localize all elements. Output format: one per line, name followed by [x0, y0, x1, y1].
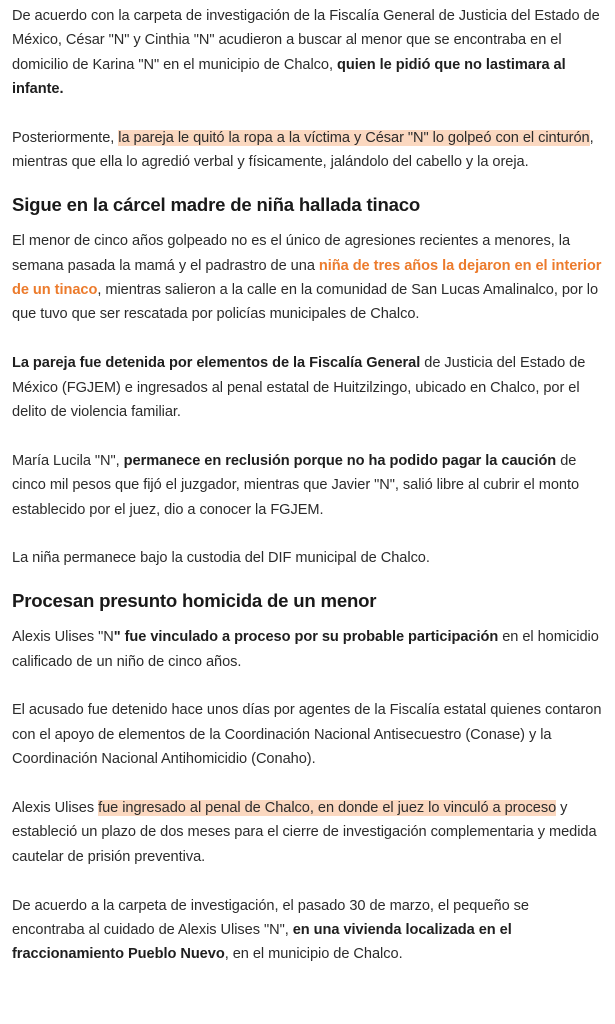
- paragraph-text: De acuerdo con la carpeta de investigación de la Fiscalía General de Justicia del Estado de México, César "N" y Cinthia "N" acudieron a buscar al menor que se encontraba en el domicilio de Karina "N" en el municipio de Chalco,: [12, 8, 600, 73]
- paragraph-text: El menor de cinco años golpeado no es el único de agresiones recientes a menores, la semana pasada la mamá y el padrastro de una: [12, 233, 571, 274]
- paragraph-location: [12, 894, 603, 967]
- bold-text: La pareja fue detenida por elementos de la Fiscalía General: [12, 355, 421, 372]
- paragraph-arrest: [12, 351, 603, 424]
- bold-text: " fue vinculado a proceso por su probable participación: [113, 629, 499, 646]
- paragraph-text: El acusado fue detenido hace unos días por agentes de la Fiscalía estatal quienes contaron con el apoyo de elementos de la Coordinación Nacional Antisecuestro (Conase) y la Coordinación Nacional Antihomicidio (Conaho).: [12, 702, 602, 768]
- paragraph-text: Alexis Ulises "N: [12, 629, 114, 646]
- paragraph-investigation: [12, 4, 603, 102]
- paragraph-custody: [12, 546, 603, 570]
- paragraph-text: La niña permanece bajo la custodia del DIF municipal de Chalco.: [12, 550, 430, 567]
- paragraph-text: Alexis Ulises: [12, 800, 99, 817]
- paragraph-text: María Lucila "N",: [12, 452, 124, 469]
- paragraph-text: Posteriormente,: [12, 130, 119, 147]
- paragraph-text: de Justicia del Estado de México (FGJEM) e ingresados al penal estatal de Huitzilzingo, ubicado en Chalco, por el delito de violencia familiar.: [12, 355, 586, 421]
- paragraph-text: y estableció un plazo de dos meses para el cierre de investigación complementaria y medida cautelar de prisión preventiva.: [12, 800, 597, 865]
- paragraph-text: en el homicidio calificado de un niño de cinco años.: [12, 629, 599, 670]
- paragraph-text: de cinco mil pesos que fijó el juzgador, mientras que Javier "N", salió libre al cubrir el monto establecido por el juez, dio a conocer la FGJEM.: [12, 452, 580, 518]
- paragraph-reclusion: [12, 449, 603, 522]
- paragraph-text: , mientras que ella lo agredió verbal y físicamente, jalándolo del cabello y la oreja.: [12, 130, 594, 171]
- paragraph-prison: [12, 796, 603, 869]
- paragraph-text: De acuerdo a la carpeta de investigación, el pasado 30 de marzo, el pequeño se encontraba al cuidado de Alexis Ulises "N",: [12, 897, 529, 939]
- bold-text: quien le pidió que no lastimara al infante.: [12, 56, 566, 98]
- paragraph-text: , en el municipio de Chalco.: [224, 946, 403, 963]
- paragraph-aggression: [12, 126, 603, 175]
- highlighted-text: la pareja le quitó la ropa a la víctima y César "N" lo golpeó con el cinturón: [118, 130, 590, 147]
- highlighted-text: fue ingresado al penal de Chalco, en donde el juez lo vinculó a proceso: [98, 800, 557, 817]
- paragraph-text: , mientras salieron a la calle en la comunidad de San Lucas Amalinalco, por lo que tuvo que ser rescatada por policías municipales de Chalco.: [12, 282, 599, 323]
- section-heading-tinaco: Sigue en la cárcel madre de niña hallada tinaco: [12, 194, 421, 216]
- paragraph-process: [12, 625, 603, 674]
- article-link-tinaco[interactable]: niña de tres años la dejaron en el interior de un tinaco: [12, 257, 602, 299]
- paragraph-other-cases: [12, 229, 603, 327]
- bold-text: en una vivienda localizada en el fraccionamiento Pueblo Nuevo: [12, 922, 512, 963]
- paragraph-detention: [12, 698, 603, 771]
- section-heading-homicida: Procesan presunto homicida de un menor: [12, 590, 377, 612]
- bold-text: permanece en reclusión porque no ha podido pagar la caución: [123, 452, 557, 469]
